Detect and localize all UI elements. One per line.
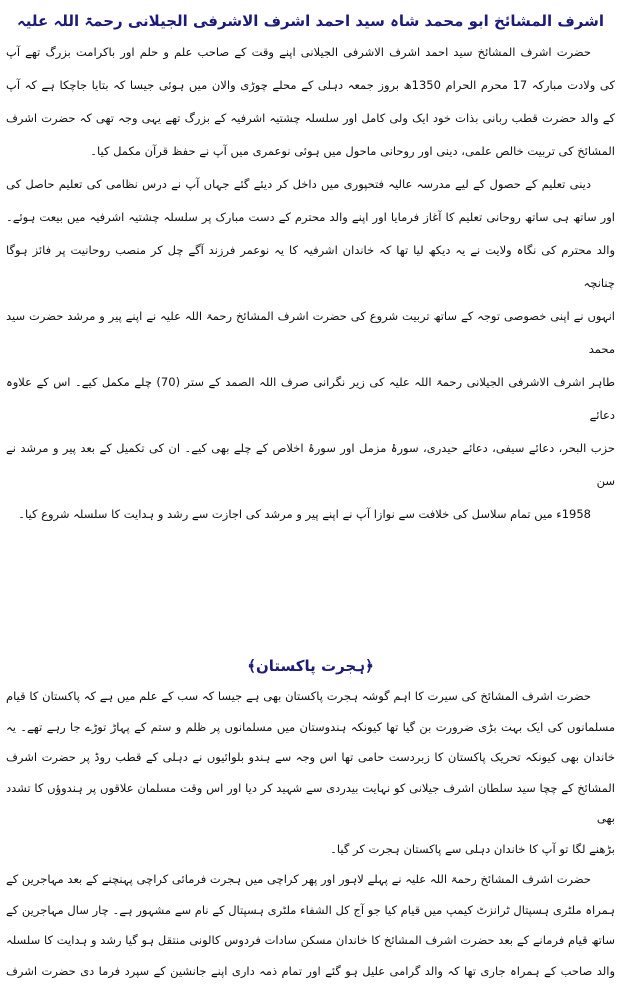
text-line: بڑھنے لگا تو آپ کا خاندان دہلی سے پاکستان ہجرت کر گیا۔ [6, 834, 615, 865]
page-title: اشرف المشائخ ابو محمد شاہ سید احمد اشرف الاشرفی الجیلانی رحمۃ اللہ علیہ [6, 6, 615, 36]
text-line: خاندان بھی کیونکہ تحریک پاکستان کا زبردست حامی تھا اس وجہ سے ہندو بلوائیوں نے دہلی کے قطب روڈ پر حضرت اشرف [6, 742, 615, 773]
text-line: انہوں نے اپنی خصوصی توجہ کے ساتھ تربیت شروع کی حضرت اشرف المشائخ رحمۃ اللہ علیہ نے اپنے پیر و مرشد حضرت سید محمد [6, 300, 615, 366]
text-line: حضرت اشرف المشائخ کی سیرت کا اہم گوشہ ہجرت پاکستان بھی ہے جیسا کہ سب کے علم میں ہے کہ پاکستان کا قیام [6, 681, 615, 712]
text-line: دینی تعلیم کے حصول کے لیے مدرسہ عالیہ فتحپوری میں داخل کر دیئے گئے جہاں آپ نے درس نظامی کی تعلیم حاصل کی [6, 168, 615, 201]
text-line: اور ساتھ ہی ساتھ روحانی تعلیم کا آغاز فرمایا اور اپنے والد محترم کے دست مبارک پر سلسلہ چشتیہ اشرفیہ میں بیعت ہوئے۔ [6, 201, 615, 234]
text-line: حضرت اشرف المشائخ رحمۃ اللہ علیہ نے پہلے لاہور اور پھر کراچی میں ہجرت فرمائی کراچی پہنچنے کے بعد مہاجرین کے [6, 864, 615, 895]
hijrat-section [6, 681, 615, 986]
text-line: والد محترم کی نگاہ ولایت نے یہ دیکھ لیا تھا کہ خاندان اشرفیہ کا یہ نوعمر فرزند آگے چل کر منصب روحانیت پر فائز ہوگا چنانچہ [6, 234, 615, 300]
text-line: 1958ء میں تمام سلاسل کی خلافت سے نوازا آپ نے اپنے پیر و مرشد کی اجازت سے رشد و ہدایت کا سلسلہ شروع کیا۔ [6, 498, 615, 531]
text-line: ساتھ قیام فرمانے کے بعد حضرت اشرف المشائخ کا خاندان مسکن سادات فردوس کالونی منتقل ہو گیا رشد و ہدایت کا سلسلہ [6, 925, 615, 956]
text-line: المشائخ کے چچا سید سلطان اشرف جیلانی کو نہایت بیدردی سے شہید کر دیا اور اس وقت مسلمان علاقوں پر ہندوؤں کا تشدد بھی [6, 773, 615, 834]
text-line: حزب البحر، دعائے سیفی، دعائے حیدری، سورۂ مزمل اور سورۂ اخلاص کے چلے بھی کیے۔ ان کی تکمیل کے بعد پیر و مرشد نے سن [6, 432, 615, 498]
text-line: مسلمانوں کی ایک بہت بڑی ضرورت بن گیا تھا کیونکہ ہندوستان میں مسلمانوں پر ظلم و ستم کے پہاڑ توڑے جا رہے تھے۔ یہ [6, 712, 615, 743]
text-line: حضرت اشرف المشائخ سید احمد اشرف الاشرفی الجیلانی اپنے وقت کے صاحب علم و حلم اور باکرامت بزرگ تھے آپ [6, 36, 615, 69]
text-line: کی ولادت مبارکہ 17 محرم الحرام 1350ھ بروز جمعہ دہلی کے محلے چوڑی والان میں ہوئی جیسا کہ بتایا جاچکا ہے کہ آپ [6, 69, 615, 102]
text-line: طاہر اشرف الاشرفی الجیلانی رحمۃ اللہ علیہ کی زیر نگرانی صرف اللہ الصمد کے ستر (70) چلے مکمل کیے۔ اس کے علاوہ دعائے [6, 366, 615, 432]
text-line: المشائخ کی تربیت خالص علمی، دینی اور روحانی ماحول میں ہوئی نوعمری میں آپ نے حفظ قرآن مکمل کیا۔ [6, 135, 615, 168]
text-line: ہمراہ ملٹری ہسپتال ٹرانزٹ کیمپ میں قیام کیا جو آج کل الشفاء ملٹری ہسپتال کے نام سے مشہور ہے۔ چار سال مہاجرین کے [6, 895, 615, 926]
section-heading-hijrat-pakistan: ﴿ہجرت پاکستان﴾ [6, 651, 615, 681]
text-line: کے والد حضرت قطب ربانی بذات خود ایک ولی کامل اور سلسلہ چشتیہ اشرفیہ کے بزرگ تھے یہی وجہ تھی کہ حضرت اشرف [6, 102, 615, 135]
biography-section [6, 36, 615, 531]
text-line: والد صاحب کے ہمراہ جاری تھا کہ والد گرامی علیل ہو گئے اور تمام ذمہ داری اپنے جانشین کے سپرد فرما دی حضرت اشرف [6, 956, 615, 986]
